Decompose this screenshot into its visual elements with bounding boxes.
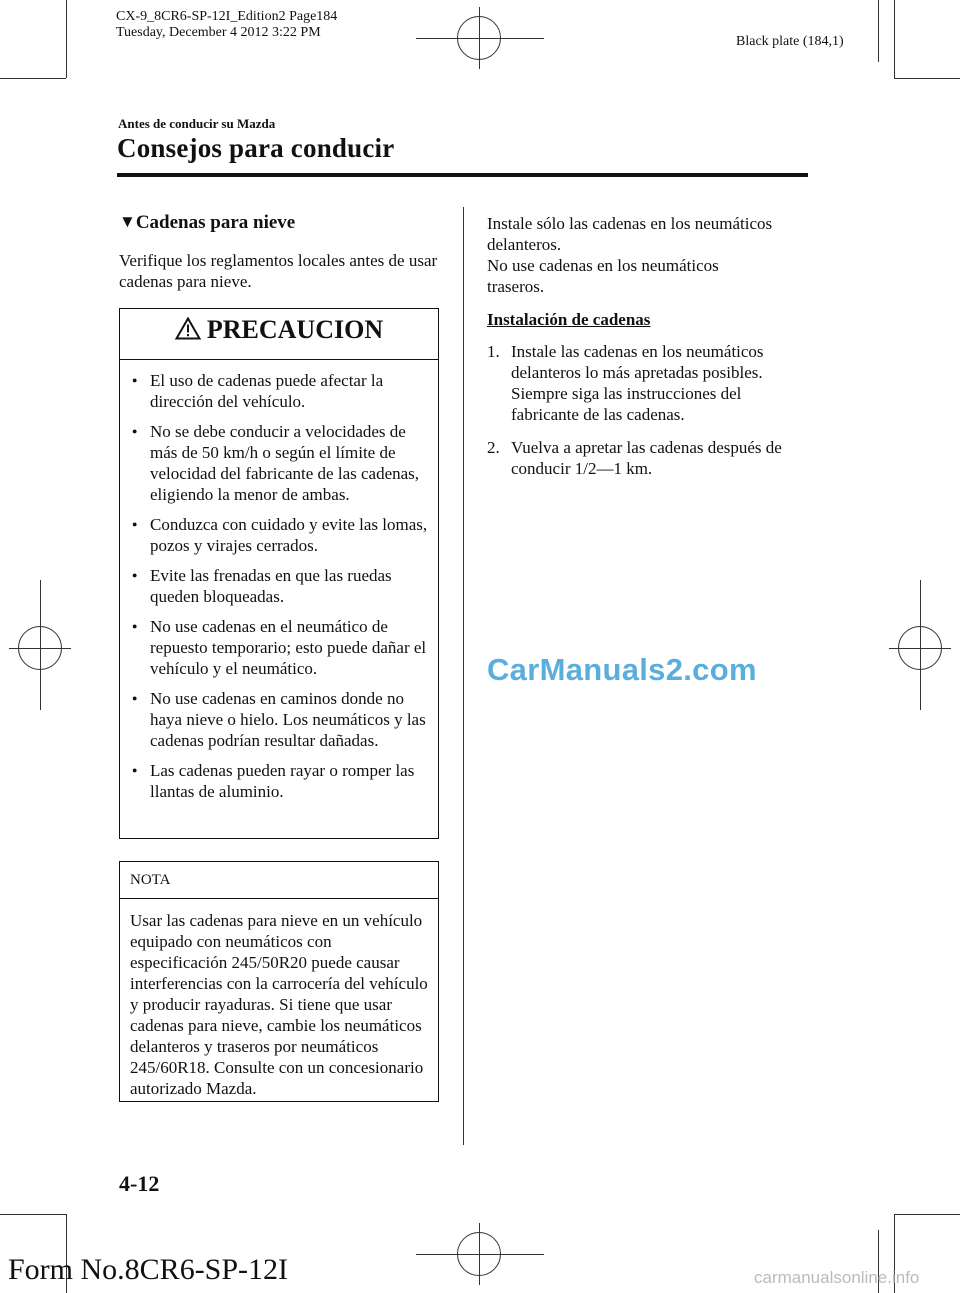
- install-step: [487, 437, 809, 479]
- step-text: Vuelva a apretar las cadenas después de conducir 1/2―1 km.: [511, 438, 782, 478]
- header-rule: [117, 173, 808, 177]
- caution-title: PRECAUCION: [206, 315, 384, 344]
- install-steps: [487, 341, 809, 491]
- rear-tires-paragraph: No use cadenas en los neumáticos traseros.: [487, 256, 719, 296]
- caution-item: ● No use cadenas en caminos donde no haya nieve o hielo. Los neumáticos y las cadenas podrían resultar dañadas.: [130, 688, 428, 751]
- caution-item: ● Evite las frenadas en que las ruedas queden bloqueadas.: [130, 565, 428, 607]
- print-slug: [116, 9, 337, 41]
- caution-item: ● No use cadenas en el neumático de repuesto temporario; esto puede dañar el vehículo y el neumático.: [130, 616, 428, 679]
- form-number: Form No.8CR6-SP-12I: [8, 1253, 289, 1286]
- caution-item: ● El uso de cadenas puede afectar la dirección del vehículo.: [130, 370, 428, 412]
- black-plate-label: Black plate (184,1): [736, 34, 844, 49]
- caution-item: ● Conduzca con cuidado y evite las lomas, pozos y virajes cerrados.: [130, 514, 428, 556]
- intro-paragraph: Verifique los reglamentos locales antes de usar cadenas para nieve.: [119, 251, 438, 291]
- watermark: CarManuals2.com: [487, 652, 757, 687]
- column-divider: [463, 207, 464, 1145]
- page-title: Consejos para conducir: [117, 133, 395, 163]
- slug-line-1: CX-9_8CR6-SP-12I_Edition2 Page184: [116, 9, 338, 24]
- note-title: NOTA: [120, 862, 438, 899]
- caution-list: [120, 360, 438, 802]
- note-box: [119, 861, 439, 1102]
- caution-item: ● Las cadenas pueden rayar o romper las llantas de aluminio.: [130, 760, 428, 802]
- caution-box: [119, 308, 439, 839]
- install-heading: Instalación de cadenas: [487, 310, 651, 329]
- slug-line-2: Tuesday, December 4 2012 3:22 PM: [116, 25, 321, 40]
- triangle-down-icon: ▼: [119, 212, 136, 231]
- section-label: Antes de conducir su Mazda: [118, 116, 276, 131]
- step-number: 1.: [487, 342, 500, 361]
- caution-header: [120, 309, 438, 360]
- section-heading: [119, 212, 295, 234]
- section-heading-text: Cadenas para nieve: [135, 212, 296, 233]
- step-text: Instale las cadenas en los neumáticos delanteros lo más apretadas posibles. Siempre siga las instrucciones del fabricante de las cadenas.: [511, 342, 764, 424]
- install-step: [487, 341, 809, 425]
- warning-triangle-icon: [175, 317, 201, 347]
- front-tires-paragraph: Instale sólo las cadenas en los neumáticos delanteros.: [487, 214, 773, 254]
- step-number: 2.: [487, 438, 500, 457]
- page-number: 4-12: [119, 1171, 160, 1196]
- footer-site-watermark: carmanualsonline.info: [754, 1268, 920, 1287]
- note-body: Usar las cadenas para nieve en un vehículo equipado con neumáticos con especificación 245/50R20 puede causar interferencias con la carrocería del vehículo y producir rayaduras. Si tiene que usar cadenas para nieve, cambie los neumáticos delanteros y traseros por neumáticos 245/60R18. Consulte con un concesionario autorizado Mazda.: [130, 911, 428, 1098]
- caution-item: ● No se debe conducir a velocidades de más de 50 km/h o según el límite de velocidad del fabricante de las cadenas, eligiendo la menor de ambas.: [130, 421, 428, 505]
